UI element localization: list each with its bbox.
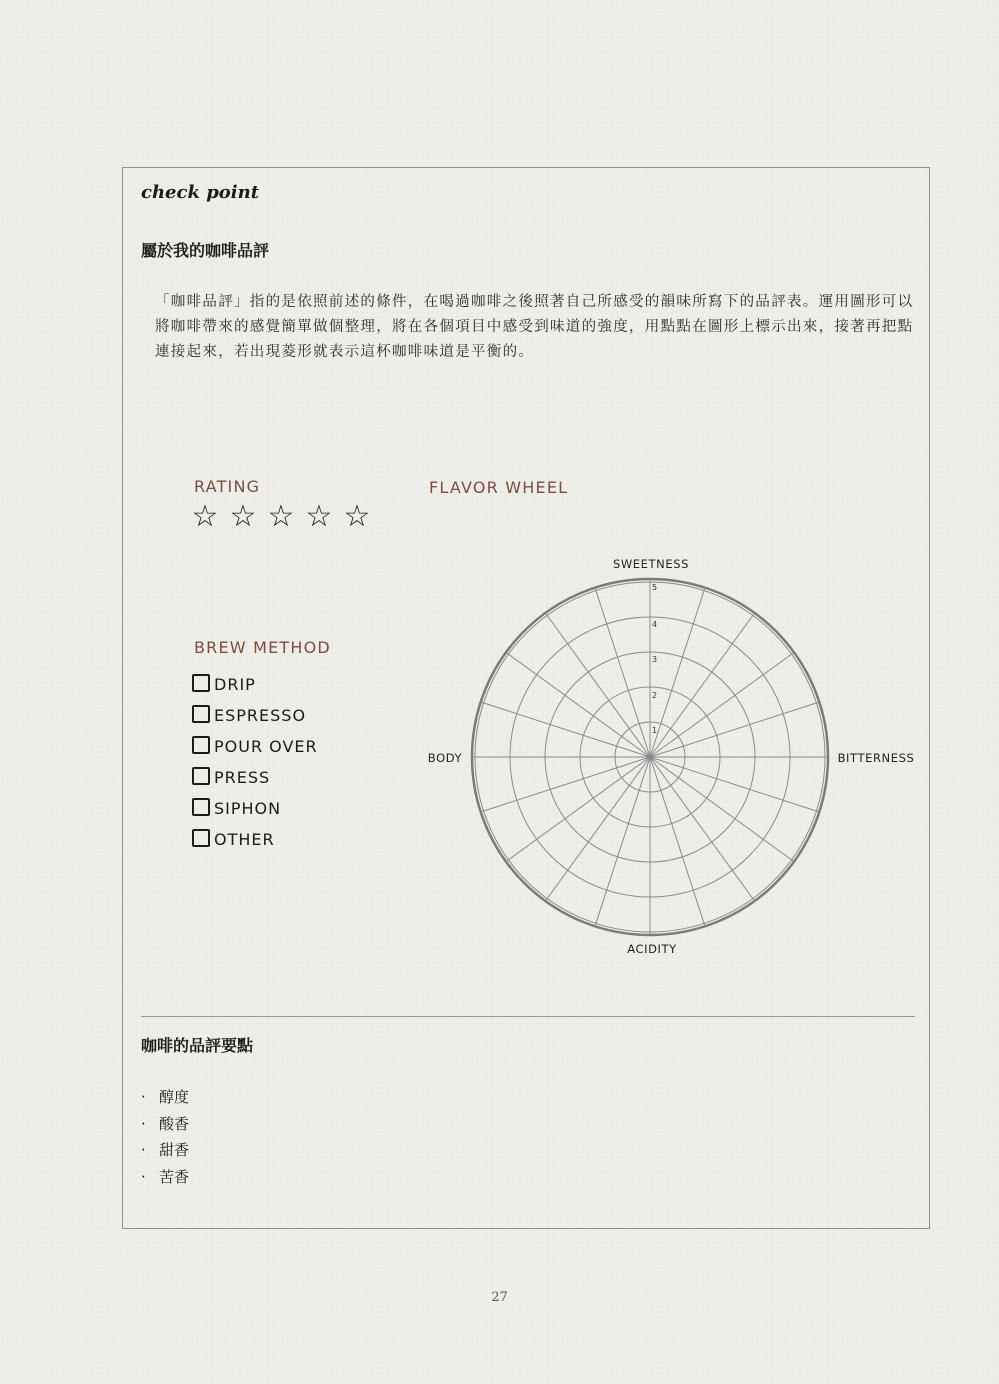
checkbox-icon[interactable] bbox=[192, 829, 210, 847]
scale-label-2: 2 bbox=[652, 691, 658, 700]
scale-label-4: 4 bbox=[652, 620, 658, 629]
wheel-spoke-17 bbox=[481, 702, 650, 757]
brew-option-label: SIPHON bbox=[214, 799, 282, 818]
axis-label-acidity: ACIDITY bbox=[627, 942, 677, 956]
bullet-icon: · bbox=[141, 1167, 146, 1186]
bullet-icon: · bbox=[141, 1088, 146, 1106]
list-item bbox=[141, 1084, 189, 1111]
point-label: 酸香 bbox=[159, 1114, 190, 1133]
point-label: 苦香 bbox=[159, 1167, 190, 1186]
wheel-spoke-4 bbox=[650, 652, 794, 757]
brew-option-label: OTHER bbox=[214, 830, 275, 849]
brew-option-label: PRESS bbox=[214, 768, 271, 787]
checkbox-icon[interactable] bbox=[192, 674, 210, 692]
point-label: 甜香 bbox=[159, 1141, 190, 1159]
checkbox-icon[interactable] bbox=[192, 798, 210, 816]
brew-option-siphon[interactable] bbox=[192, 788, 318, 819]
list-item bbox=[141, 1164, 189, 1191]
wheel-spoke-3 bbox=[650, 613, 755, 757]
wheel-spoke-19 bbox=[545, 613, 650, 757]
brew-method-label: BREW METHOD bbox=[194, 638, 331, 657]
brew-option-pour-over[interactable] bbox=[192, 726, 318, 757]
bullet-icon: · bbox=[141, 1141, 146, 1159]
wheel-spoke-15 bbox=[481, 757, 650, 812]
section-title-my-review: 屬於我的咖啡品評 bbox=[141, 241, 270, 260]
flavor-wheel-label: FLAVOR WHEEL bbox=[429, 478, 569, 497]
wheel-spoke-5 bbox=[650, 702, 819, 757]
wheel-spoke-7 bbox=[650, 757, 819, 812]
wheel-spoke-20 bbox=[595, 588, 650, 757]
star-4-icon[interactable]: ☆ bbox=[305, 499, 333, 534]
check-point-heading: check point bbox=[141, 182, 260, 203]
intro-paragraph: 「咖啡品評」指的是依照前述的條件，在喝過咖啡之後照著自己所感受的韻味所寫下的品評表。運用圖形可以將咖啡帶來的感覺簡單做個整理，將在各個項目中感受到味道的強度，用點點在圖形上標示出來，接著再把點連接起來，若出現菱形就表示這杯咖啡味道是平衡的。 bbox=[155, 294, 914, 360]
rating-label: RATING bbox=[194, 477, 261, 496]
wheel-spoke-12 bbox=[595, 757, 650, 926]
axis-label-body: BODY bbox=[427, 751, 463, 765]
star-2-icon[interactable]: ☆ bbox=[229, 499, 257, 534]
checkbox-icon[interactable] bbox=[192, 736, 210, 754]
rating-stars[interactable] bbox=[190, 499, 372, 534]
star-1-icon[interactable]: ☆ bbox=[191, 499, 219, 534]
wheel-spoke-18 bbox=[506, 652, 650, 757]
bullet-icon: · bbox=[141, 1114, 146, 1133]
brew-option-label: POUR OVER bbox=[214, 737, 318, 756]
flavor-wheel-chart[interactable] bbox=[420, 550, 920, 960]
brew-option-drip[interactable] bbox=[192, 664, 318, 695]
wheel-spoke-14 bbox=[506, 757, 650, 862]
wheel-spoke-13 bbox=[545, 757, 650, 901]
section-divider bbox=[141, 1016, 915, 1017]
page-number: 27 bbox=[491, 1290, 508, 1305]
wheel-spoke-8 bbox=[650, 757, 794, 862]
brew-option-label: DRIP bbox=[214, 675, 256, 694]
brew-method-list bbox=[192, 664, 318, 850]
star-5-icon[interactable]: ☆ bbox=[343, 499, 371, 534]
scale-label-5: 5 bbox=[652, 583, 658, 592]
flavor-wheel-grid bbox=[472, 579, 828, 935]
scale-label-3: 3 bbox=[652, 655, 658, 664]
point-label: 醇度 bbox=[159, 1088, 190, 1106]
scale-label-1: 1 bbox=[652, 726, 658, 735]
wheel-spoke-2 bbox=[650, 588, 705, 757]
wheel-spoke-10 bbox=[650, 757, 705, 926]
axis-label-sweetness: SWEETNESS bbox=[612, 557, 690, 571]
list-item bbox=[141, 1111, 189, 1138]
brew-option-label: ESPRESSO bbox=[214, 706, 307, 725]
brew-option-espresso[interactable] bbox=[192, 695, 318, 726]
axis-label-bitterness: BITTERNESS bbox=[837, 751, 915, 765]
star-3-icon[interactable]: ☆ bbox=[267, 499, 295, 534]
checkbox-icon[interactable] bbox=[192, 705, 210, 723]
list-item bbox=[141, 1137, 189, 1164]
section-title-review-points: 咖啡的品評要點 bbox=[141, 1036, 254, 1055]
checkbox-icon[interactable] bbox=[192, 767, 210, 785]
wheel-spoke-9 bbox=[650, 757, 755, 901]
review-points-list bbox=[141, 1084, 189, 1190]
brew-option-other[interactable] bbox=[192, 819, 318, 850]
brew-option-press[interactable] bbox=[192, 757, 318, 788]
